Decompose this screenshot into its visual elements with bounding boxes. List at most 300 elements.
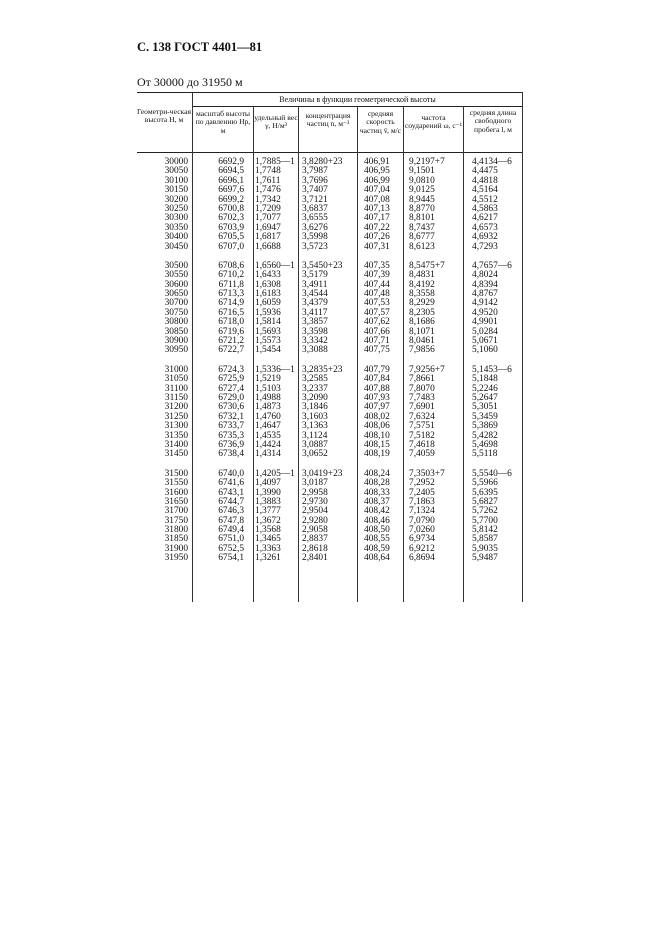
- table-row: [0, 328, 661, 337]
- table-cell: 1,4097: [255, 478, 281, 489]
- table-cell: 6713,3: [218, 289, 244, 300]
- table-cell: 5,9487: [472, 553, 498, 564]
- table-cell: 7,2952: [409, 478, 435, 489]
- table-row: [0, 196, 661, 205]
- table-cell: 408,55: [364, 534, 390, 545]
- table-cell: 30850: [164, 326, 188, 337]
- table-cell: 408,24: [364, 468, 390, 479]
- table-row: [0, 470, 661, 479]
- table-cell: 31000: [164, 364, 188, 375]
- table-cell: 4,4475: [472, 166, 498, 177]
- table-cell: 6724,3: [218, 364, 244, 375]
- col-header-concentration: концентрация частиц n, м⁻³: [305, 111, 351, 129]
- table-row: [0, 346, 661, 355]
- table-cell: 407,39: [364, 270, 390, 281]
- table-cell: 6705,5: [218, 232, 244, 243]
- table-cell: 1,3465: [255, 534, 281, 545]
- table-cell: 3,7696: [302, 175, 328, 186]
- table-cell: 8,1071: [409, 326, 435, 337]
- table-cell: 407,22: [364, 222, 390, 233]
- table-row: [0, 394, 661, 403]
- table-row: [0, 375, 661, 384]
- table-cell: 7,4618: [409, 439, 435, 450]
- table-cell: 30400: [164, 232, 188, 243]
- table-row: [0, 224, 661, 233]
- table-cell: 5,3051: [472, 402, 498, 413]
- table-cell: 3,5723: [302, 241, 328, 252]
- table-cell: 5,9035: [472, 543, 498, 554]
- table-cell: 6707,0: [218, 241, 244, 252]
- table-cell: 4,7657—6: [472, 260, 512, 271]
- page-header: С. 138 ГОСТ 4401—81: [137, 40, 263, 54]
- table-cell: 6,9212: [409, 543, 435, 554]
- table-cell: 1,3672: [255, 515, 281, 526]
- table-cell: 3,0652: [302, 449, 328, 460]
- table-cell: 31400: [164, 439, 188, 450]
- table-cell: 407,13: [364, 203, 390, 214]
- row-group: [0, 158, 661, 252]
- table-cell: 4,8767: [472, 289, 498, 300]
- table-cell: 8,2929: [409, 298, 435, 309]
- table-cell: 406,95: [364, 166, 390, 177]
- table-cell: 9,1501: [409, 166, 435, 177]
- table-cell: 30500: [164, 260, 188, 271]
- table-cell: 4,6217: [472, 213, 498, 224]
- table-cell: 5,0671: [472, 336, 498, 347]
- table-cell: 31250: [164, 411, 188, 422]
- table-cell: 7,2405: [409, 487, 435, 498]
- table-cell: 3,7987: [302, 166, 328, 177]
- col-header-speed: средняя скорость частиц v̄, м/с: [359, 109, 402, 135]
- table-cell: 6703,9: [218, 222, 244, 233]
- table-cell: 4,5863: [472, 203, 498, 214]
- table-cell: 6719,6: [218, 326, 244, 337]
- table-cell: 4,6932: [472, 232, 498, 243]
- table-cell: 3,6555: [302, 213, 328, 224]
- table-cell: 1,7342: [255, 194, 281, 205]
- table-cell: 407,26: [364, 232, 390, 243]
- table-cell: 6730,6: [218, 402, 244, 413]
- table-cell: 6716,5: [218, 307, 244, 318]
- table-cell: 4,4818: [472, 175, 498, 186]
- table-cell: 4,4134—6: [472, 157, 512, 167]
- table-cell: 408,02: [364, 411, 390, 422]
- table-cell: 408,42: [364, 506, 390, 517]
- col-header-collision-freq: частота соударений ω, с⁻¹: [404, 113, 463, 131]
- table-cell: 3,1603: [302, 411, 328, 422]
- table-cell: 4,8024: [472, 270, 498, 281]
- table-cell: 1,4424: [255, 439, 281, 450]
- table-cell: 4,5512: [472, 194, 498, 205]
- table-range-title: От 30000 до 31950 м: [137, 75, 243, 89]
- table-cell: 30250: [164, 203, 188, 214]
- table-cell: 6751,0: [218, 534, 244, 545]
- table-cell: 407,08: [364, 194, 390, 205]
- table-cell: 6699,2: [218, 194, 244, 205]
- table-cell: 31150: [164, 392, 188, 403]
- table-cell: 2,9504: [302, 506, 328, 517]
- table-cell: 6725,9: [218, 374, 244, 385]
- col-header-mean-free-path: средняя длина свободного пробега l, м: [469, 108, 517, 134]
- table-cell: 1,6183: [255, 289, 281, 300]
- table-cell: 407,48: [364, 289, 390, 300]
- table-row: [0, 422, 661, 431]
- table-cell: 6718,0: [218, 317, 244, 328]
- table-cell: 6710,2: [218, 270, 244, 281]
- table-cell: 407,31: [364, 241, 390, 252]
- table-cell: 31450: [164, 449, 188, 460]
- table-cell: 2,9958: [302, 487, 328, 498]
- table-cell: 3,4911: [302, 279, 328, 290]
- table-cell: 30200: [164, 194, 188, 205]
- table-body: [0, 158, 661, 574]
- table-cell: 31600: [164, 487, 188, 498]
- table-cell: 1,7476: [255, 185, 281, 196]
- table-cell: 6708,6: [218, 260, 244, 271]
- table-cell: 3,1363: [302, 421, 328, 432]
- table-cell: 8,4831: [409, 270, 435, 281]
- table-cell: 5,0284: [472, 326, 498, 337]
- table-cell: 408,28: [364, 478, 390, 489]
- table-cell: 30750: [164, 307, 188, 318]
- table-cell: 6729,0: [218, 392, 244, 403]
- table-cell: 408,37: [364, 496, 390, 507]
- table-cell: 2,9280: [302, 515, 328, 526]
- table-cell: 31950: [164, 553, 188, 564]
- table-row: [0, 290, 661, 299]
- table-cell: 6738,4: [218, 449, 244, 460]
- table-cell: 7,6324: [409, 411, 435, 422]
- table-row: [0, 243, 661, 252]
- table-cell: 7,8070: [409, 383, 435, 394]
- table-cell: 2,8837: [302, 534, 328, 545]
- table-cell: 8,8101: [409, 213, 435, 224]
- table-cell: 8,7437: [409, 222, 435, 233]
- table-row: [0, 526, 661, 535]
- table-cell: 6700,8: [218, 203, 244, 214]
- table-cell: 6,8694: [409, 553, 435, 564]
- table-cell: 408,59: [364, 543, 390, 554]
- table-cell: 5,7700: [472, 515, 498, 526]
- table-cell: 407,93: [364, 392, 390, 403]
- table-cell: 1,5454: [255, 345, 281, 356]
- table-cell: 1,3568: [255, 525, 281, 536]
- table-cell: 3,4117: [302, 307, 328, 318]
- table-cell: 1,5336—1: [255, 364, 295, 375]
- row-group: [0, 366, 661, 460]
- table-cell: 1,6308: [255, 279, 281, 290]
- table-cell: 407,53: [364, 298, 390, 309]
- table-cell: 2,8618: [302, 543, 328, 554]
- table-row: [0, 366, 661, 375]
- table-cell: 8,3558: [409, 289, 435, 300]
- table-cell: 5,8587: [472, 534, 498, 545]
- table-cell: 1,7885—1: [255, 157, 295, 167]
- table-cell: 4,9901: [472, 317, 498, 328]
- table-cell: 6743,1: [218, 487, 244, 498]
- table-cell: 31100: [164, 383, 188, 394]
- table-cell: 6702,3: [218, 213, 244, 224]
- table-cell: 30800: [164, 317, 188, 328]
- table-cell: 407,66: [364, 326, 390, 337]
- table-cell: 407,97: [364, 402, 390, 413]
- table-cell: 407,44: [364, 279, 390, 290]
- table-row: [0, 271, 661, 280]
- table-row: [0, 177, 661, 186]
- table-cell: 6721,2: [218, 336, 244, 347]
- table-cell: 3,4544: [302, 289, 328, 300]
- table-cell: 8,5475+7: [409, 260, 445, 271]
- header-bottom-rule: [137, 152, 522, 153]
- table-cell: 30350: [164, 222, 188, 233]
- table-cell: 31850: [164, 534, 188, 545]
- table-cell: 406,91: [364, 157, 390, 167]
- table-row: [0, 205, 661, 214]
- table-cell: 7,9256+7: [409, 364, 445, 375]
- table-cell: 7,5751: [409, 421, 435, 432]
- table-cell: 4,9520: [472, 307, 498, 318]
- table-cell: 30100: [164, 175, 188, 186]
- table-cell: 8,6123: [409, 241, 435, 252]
- table-cell: 5,2647: [472, 392, 498, 403]
- table-cell: 408,15: [364, 439, 390, 450]
- table-cell: 7,1863: [409, 496, 435, 507]
- table-cell: 3,3598: [302, 326, 328, 337]
- table-row: [0, 432, 661, 441]
- table-cell: 1,7748: [255, 166, 281, 177]
- table-cell: 3,5450+23: [302, 260, 343, 271]
- table-cell: 5,5540—6: [472, 468, 512, 479]
- table-cell: 30950: [164, 345, 188, 356]
- table-cell: 4,6573: [472, 222, 498, 233]
- table-cell: 3,6276: [302, 222, 328, 233]
- table-cell: 1,4647: [255, 421, 281, 432]
- table-top-rule: [137, 92, 522, 93]
- table-cell: 7,8661: [409, 374, 435, 385]
- group-header: Величины в функции геометрической высоты: [279, 95, 436, 104]
- table-cell: 3,0187: [302, 478, 328, 489]
- table-cell: 408,33: [364, 487, 390, 498]
- table-row: [0, 479, 661, 488]
- table-cell: 30700: [164, 298, 188, 309]
- table-cell: 9,0125: [409, 185, 435, 196]
- table-cell: 2,9730: [302, 496, 328, 507]
- table-cell: 2,8401: [302, 553, 328, 564]
- table-cell: 31050: [164, 374, 188, 385]
- table-cell: 1,4314: [255, 449, 281, 460]
- table-cell: 5,4282: [472, 430, 498, 441]
- table-cell: 4,8394: [472, 279, 498, 290]
- table-row: [0, 337, 661, 346]
- table-cell: 31750: [164, 515, 188, 526]
- table-row: [0, 489, 661, 498]
- table-cell: 408,50: [364, 525, 390, 536]
- table-cell: 4,9142: [472, 298, 498, 309]
- table-row: [0, 507, 661, 516]
- table-cell: 6740,0: [218, 468, 244, 479]
- table-cell: 9,0810: [409, 175, 435, 186]
- table-cell: 3,2337: [302, 383, 328, 394]
- table-cell: 5,7262: [472, 506, 498, 517]
- table-cell: 7,5182: [409, 430, 435, 441]
- table-row: [0, 262, 661, 271]
- table-cell: 6697,6: [218, 185, 244, 196]
- table-cell: 3,0887: [302, 439, 328, 450]
- table-cell: 8,1686: [409, 317, 435, 328]
- table-cell: 5,2246: [472, 383, 498, 394]
- table-cell: 7,0260: [409, 525, 435, 536]
- table-cell: 3,5179: [302, 270, 328, 281]
- table-row: [0, 545, 661, 554]
- table-cell: 1,4873: [255, 402, 281, 413]
- table-cell: 31800: [164, 525, 188, 536]
- table-cell: 6692,9: [218, 157, 244, 167]
- table-cell: 1,3261: [255, 553, 281, 564]
- table-cell: 31550: [164, 478, 188, 489]
- table-row: [0, 281, 661, 290]
- table-cell: 6722,7: [218, 345, 244, 356]
- table-cell: 1,3363: [255, 543, 281, 554]
- table-row: [0, 214, 661, 223]
- table-cell: 3,2585: [302, 374, 328, 385]
- table-cell: 407,79: [364, 364, 390, 375]
- table-cell: 5,1453—6: [472, 364, 512, 375]
- table-cell: 6741,6: [218, 478, 244, 489]
- table-cell: 3,8280+23: [302, 157, 343, 167]
- table-cell: 7,0790: [409, 515, 435, 526]
- table-cell: 6694,5: [218, 166, 244, 177]
- table-cell: 7,4059: [409, 449, 435, 460]
- table-cell: 6711,8: [218, 279, 244, 290]
- table-cell: 6714,9: [218, 298, 244, 309]
- table-cell: 1,6817: [255, 232, 281, 243]
- table-cell: 3,5998: [302, 232, 328, 243]
- table-row: [0, 158, 661, 167]
- table-cell: 5,6827: [472, 496, 498, 507]
- table-cell: 407,62: [364, 317, 390, 328]
- table-cell: 6727,4: [218, 383, 244, 394]
- table-cell: 5,5966: [472, 478, 498, 489]
- table-row: [0, 385, 661, 394]
- table-cell: 3,3342: [302, 336, 328, 347]
- table-cell: 408,10: [364, 430, 390, 441]
- table-cell: 1,3777: [255, 506, 281, 517]
- table-cell: 3,3857: [302, 317, 328, 328]
- table-row: [0, 186, 661, 195]
- table-cell: 1,4760: [255, 411, 281, 422]
- table-cell: 6736,9: [218, 439, 244, 450]
- table-row: [0, 450, 661, 459]
- table-cell: 5,1060: [472, 345, 498, 356]
- table-cell: 4,5164: [472, 185, 498, 196]
- table-cell: 9,2197+7: [409, 157, 445, 167]
- table-row: [0, 403, 661, 412]
- table-cell: 5,1848: [472, 374, 498, 385]
- table-cell: 1,7077: [255, 213, 281, 224]
- table-cell: 31900: [164, 543, 188, 554]
- table-cell: 408,06: [364, 421, 390, 432]
- table-cell: 3,7407: [302, 185, 328, 196]
- table-cell: 407,04: [364, 185, 390, 196]
- table-cell: 6747,8: [218, 515, 244, 526]
- table-cell: 1,4205—1: [255, 468, 295, 479]
- row-group: [0, 470, 661, 564]
- table-cell: 3,6837: [302, 203, 328, 214]
- table-cell: 1,5814: [255, 317, 281, 328]
- table-cell: 1,3883: [255, 496, 281, 507]
- col-header-specific-weight: удельный вес γ, Н/м³: [254, 113, 298, 131]
- table-cell: 7,9856: [409, 345, 435, 356]
- table-row: [0, 299, 661, 308]
- table-row: [0, 554, 661, 563]
- table-row: [0, 413, 661, 422]
- table-row: [0, 517, 661, 526]
- table-cell: 5,3459: [472, 411, 498, 422]
- table-cell: 1,4535: [255, 430, 281, 441]
- table-cell: 1,4988: [255, 392, 281, 403]
- table-row: [0, 498, 661, 507]
- table-cell: 30300: [164, 213, 188, 224]
- table-cell: 6696,1: [218, 175, 244, 186]
- table-cell: 5,6395: [472, 487, 498, 498]
- table-cell: 3,1846: [302, 402, 328, 413]
- table-cell: 3,2835+23: [302, 364, 343, 375]
- table-row: [0, 233, 661, 242]
- table-cell: 1,6560—1: [255, 260, 295, 271]
- table-cell: 1,5219: [255, 374, 281, 385]
- table-cell: 1,5573: [255, 336, 281, 347]
- table-cell: 30450: [164, 241, 188, 252]
- table-cell: 31500: [164, 468, 188, 479]
- table-cell: 3,0419+23: [302, 468, 343, 479]
- table-cell: 6735,3: [218, 430, 244, 441]
- table-cell: 7,6901: [409, 402, 435, 413]
- table-cell: 3,1124: [302, 430, 328, 441]
- table-cell: 31700: [164, 506, 188, 517]
- table-row: [0, 309, 661, 318]
- table-cell: 6752,5: [218, 543, 244, 554]
- table-cell: 6733,7: [218, 421, 244, 432]
- col-header-scale-height: масштаб высоты по давлению Hp, м: [195, 109, 251, 135]
- table-cell: 406,99: [364, 175, 390, 186]
- table-cell: 407,17: [364, 213, 390, 224]
- table-cell: 8,0461: [409, 336, 435, 347]
- table-cell: 5,8142: [472, 525, 498, 536]
- table-cell: 6744,7: [218, 496, 244, 507]
- table-cell: 1,5103: [255, 383, 281, 394]
- table-cell: 31200: [164, 402, 188, 413]
- table-cell: 408,64: [364, 553, 390, 564]
- table-cell: 8,6777: [409, 232, 435, 243]
- table-cell: 1,5693: [255, 326, 281, 337]
- table-cell: 6749,4: [218, 525, 244, 536]
- table-cell: 6,9734: [409, 534, 435, 545]
- table-row: [0, 167, 661, 176]
- table-cell: 7,1324: [409, 506, 435, 517]
- table-cell: 30900: [164, 336, 188, 347]
- table-cell: 407,75: [364, 345, 390, 356]
- table-cell: 5,3869: [472, 421, 498, 432]
- table-cell: 407,84: [364, 374, 390, 385]
- table-cell: 407,35: [364, 260, 390, 271]
- table-cell: 30150: [164, 185, 188, 196]
- table-cell: 30050: [164, 166, 188, 177]
- table-cell: 1,5936: [255, 307, 281, 318]
- table-cell: 6754,1: [218, 553, 244, 564]
- table-cell: 30550: [164, 270, 188, 281]
- table-cell: 31650: [164, 496, 188, 507]
- row-group: [0, 262, 661, 356]
